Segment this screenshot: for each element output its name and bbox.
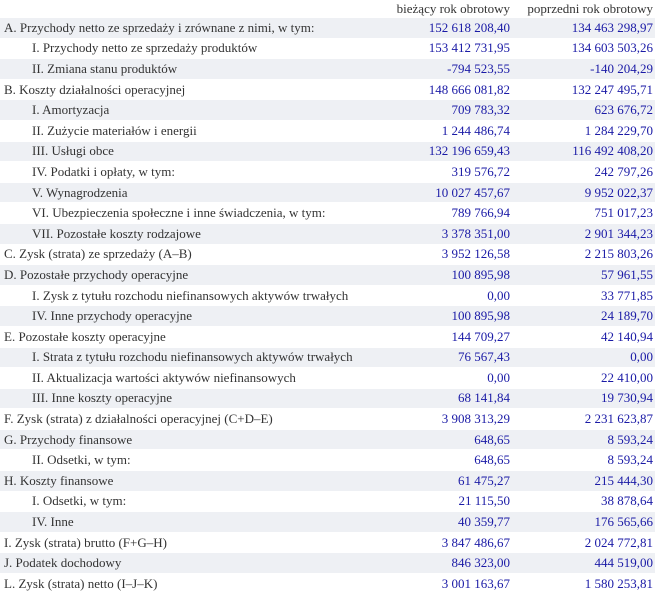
current-year-value: 709 783,32 [385,100,512,121]
table-row [0,244,655,265]
previous-year-value: 2 901 344,23 [512,223,655,244]
current-year-value: 0,00 [385,285,512,306]
previous-year-value: 22 410,00 [512,368,655,389]
row-label: IV. Inne przychody operacyjne [0,306,385,327]
table-row [0,512,655,533]
previous-year-value: 9 952 022,37 [512,182,655,203]
previous-year-value: 8 593,24 [512,429,655,450]
previous-year-value: 8 593,24 [512,450,655,471]
previous-year-value: 33 771,85 [512,285,655,306]
table-header-row [0,0,655,18]
table-row [0,471,655,492]
previous-year-value: 38 878,64 [512,491,655,512]
table-row [0,450,655,471]
previous-year-value: 57 961,55 [512,265,655,286]
label-column-header [0,0,385,18]
row-label: IV. Inne [0,512,385,533]
current-year-value: 148 666 081,82 [385,79,512,100]
current-year-value: 100 895,98 [385,265,512,286]
row-label: G. Przychody finansowe [0,429,385,450]
table-row [0,79,655,100]
current-year-value: 789 766,94 [385,203,512,224]
current-year-value: 648,65 [385,429,512,450]
table-row [0,141,655,162]
table-row [0,491,655,512]
table-row [0,162,655,183]
previous-year-value: 1 284 229,70 [512,120,655,141]
previous-year-value: 42 140,94 [512,326,655,347]
row-label: VI. Ubezpieczenia społeczne i inne świadczenia, w tym: [0,203,385,224]
table-row [0,265,655,286]
row-label: H. Koszty finansowe [0,471,385,492]
row-label: III. Inne koszty operacyjne [0,388,385,409]
row-label: V. Wynagrodzenia [0,182,385,203]
row-label: B. Koszty działalności operacyjnej [0,79,385,100]
table-row [0,120,655,141]
row-label: J. Podatek dochodowy [0,553,385,574]
row-label: I. Odsetki, w tym: [0,491,385,512]
row-label: I. Zysk (strata) brutto (F+G–H) [0,532,385,553]
table-row [0,326,655,347]
current-year-header: bieżący rok obrotowy [396,1,510,16]
table-row [0,553,655,574]
row-label: C. Zysk (strata) ze sprzedaży (A–B) [0,244,385,265]
table-row [0,285,655,306]
table-row [0,18,655,39]
current-year-value: 10 027 457,67 [385,182,512,203]
row-label: A. Przychody netto ze sprzedaży i zrównane z nimi, w tym: [0,18,385,39]
table-row [0,574,655,594]
current-year-value: 3 001 163,67 [385,574,512,594]
current-year-value: -794 523,55 [385,59,512,80]
previous-year-value: 134 603 503,26 [512,38,655,59]
row-label: VII. Pozostałe koszty rodzajowe [0,223,385,244]
table-row [0,409,655,430]
current-year-value: 846 323,00 [385,553,512,574]
row-label: F. Zysk (strata) z działalności operacyjnej (C+D–E) [0,409,385,430]
table-row [0,182,655,203]
table-row [0,59,655,80]
row-label: I. Amortyzacja [0,100,385,121]
table-row [0,223,655,244]
previous-year-value: 0,00 [512,347,655,368]
table-row [0,368,655,389]
previous-year-value: 623 676,72 [512,100,655,121]
table-row [0,532,655,553]
current-year-value: 3 847 486,67 [385,532,512,553]
table-row [0,306,655,327]
table-row [0,347,655,368]
previous-year-value: 242 797,26 [512,162,655,183]
current-year-value: 1 244 486,74 [385,120,512,141]
previous-year-value: 2 215 803,26 [512,244,655,265]
table-row [0,203,655,224]
previous-year-value: 132 247 495,71 [512,79,655,100]
previous-year-value: 24 189,70 [512,306,655,327]
current-year-value: 3 908 313,29 [385,409,512,430]
row-label: I. Zysk z tytułu rozchodu niefinansowych aktywów trwałych [0,285,385,306]
row-label: L. Zysk (strata) netto (I–J–K) [0,574,385,594]
row-label: II. Zużycie materiałów i energii [0,120,385,141]
current-year-value: 648,65 [385,450,512,471]
row-label: II. Aktualizacja wartości aktywów niefinansowych [0,368,385,389]
row-label: II. Zmiana stanu produktów [0,59,385,80]
previous-year-value: 215 444,30 [512,471,655,492]
previous-year-value: 2 024 772,81 [512,532,655,553]
current-year-value: 21 115,50 [385,491,512,512]
previous-year-value: 444 519,00 [512,553,655,574]
row-label: II. Odsetki, w tym: [0,450,385,471]
previous-year-value: -140 204,29 [512,59,655,80]
table-row [0,38,655,59]
current-year-value: 319 576,72 [385,162,512,183]
row-label: I. Strata z tytułu rozchodu niefinansowych aktywów trwałych [0,347,385,368]
row-label: III. Usługi obce [0,141,385,162]
current-year-value: 132 196 659,43 [385,141,512,162]
current-year-value: 3 952 126,58 [385,244,512,265]
current-year-value: 144 709,27 [385,326,512,347]
current-year-value: 152 618 208,40 [385,18,512,39]
current-year-value: 3 378 351,00 [385,223,512,244]
table-row [0,388,655,409]
row-label: IV. Podatki i opłaty, w tym: [0,162,385,183]
previous-year-value: 116 492 408,20 [512,141,655,162]
previous-year-header: poprzedni rok obrotowy [527,1,653,16]
previous-year-value: 19 730,94 [512,388,655,409]
current-year-value: 61 475,27 [385,471,512,492]
row-label: D. Pozostałe przychody operacyjne [0,265,385,286]
current-year-value: 68 141,84 [385,388,512,409]
row-label: E. Pozostałe koszty operacyjne [0,326,385,347]
current-year-value: 76 567,43 [385,347,512,368]
table-row [0,100,655,121]
current-year-value: 100 895,98 [385,306,512,327]
previous-year-value: 751 017,23 [512,203,655,224]
table-row [0,429,655,450]
current-year-value: 40 359,77 [385,512,512,533]
previous-year-value: 134 463 298,97 [512,18,655,39]
previous-year-value: 1 580 253,81 [512,574,655,594]
row-label: I. Przychody netto ze sprzedaży produktów [0,38,385,59]
current-year-value: 0,00 [385,368,512,389]
previous-year-value: 2 231 623,87 [512,409,655,430]
previous-year-value: 176 565,66 [512,512,655,533]
current-year-value: 153 412 731,95 [385,38,512,59]
